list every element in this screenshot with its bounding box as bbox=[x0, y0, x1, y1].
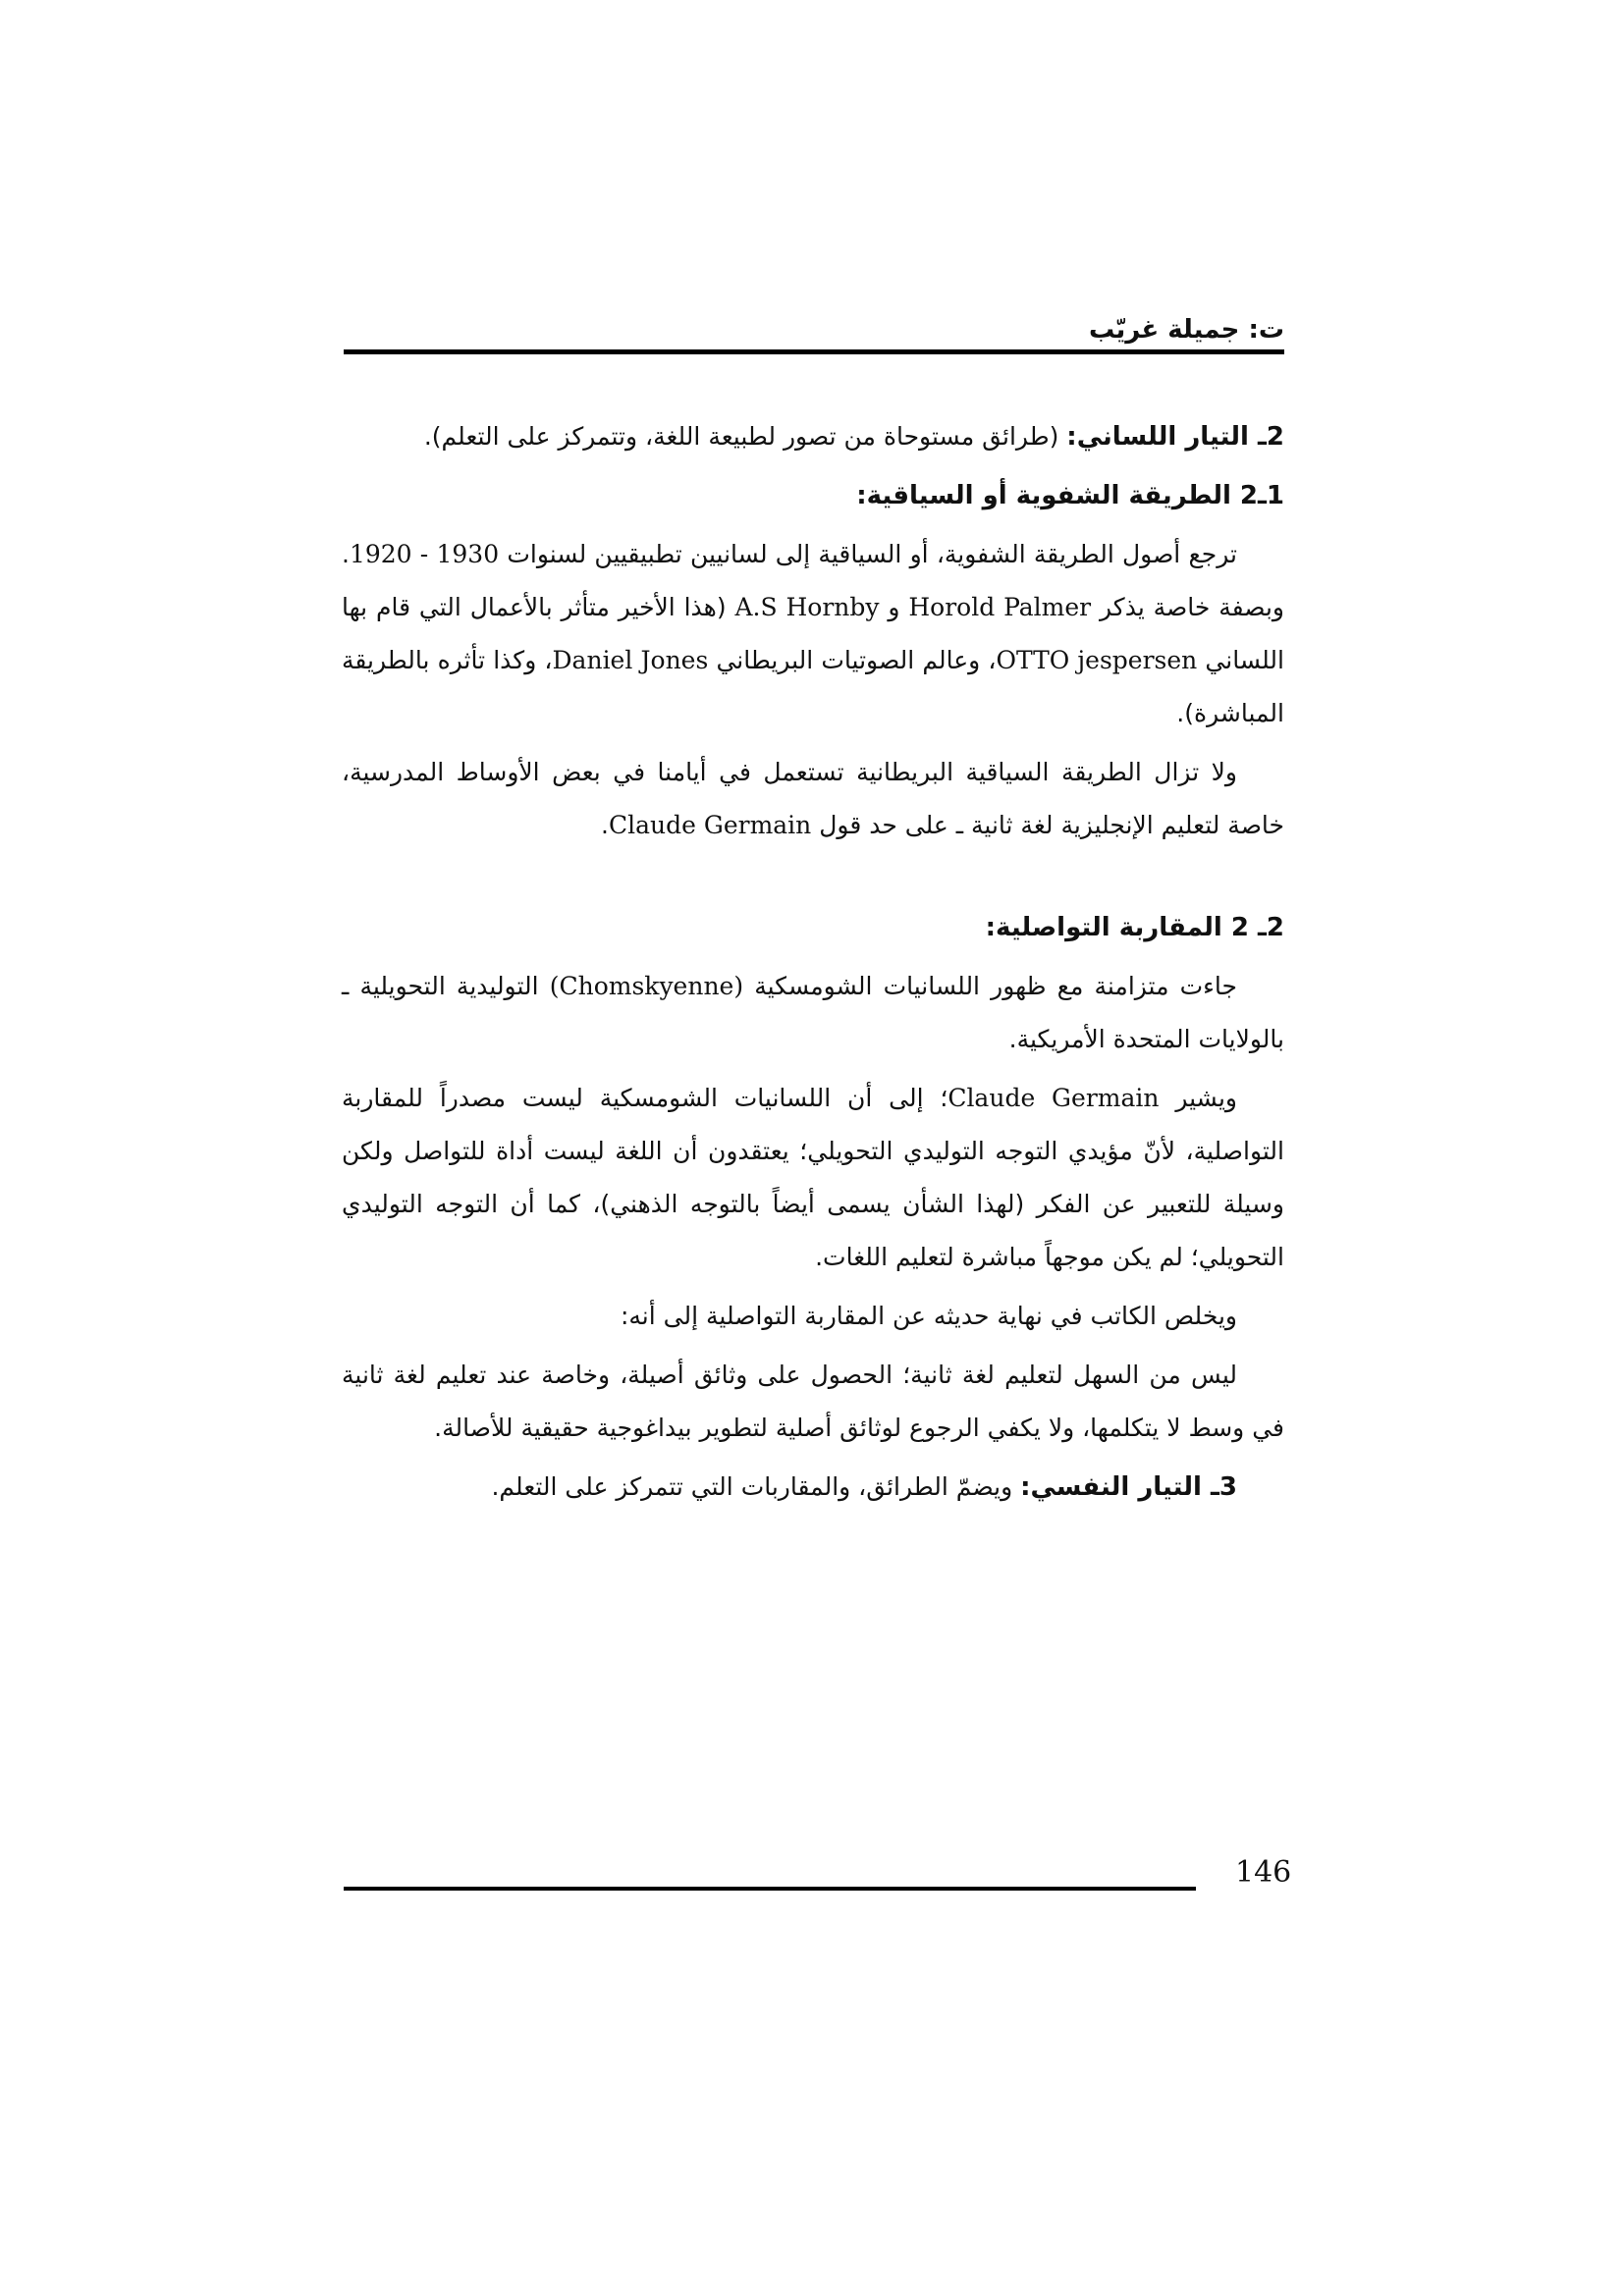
paragraph-germain bbox=[342, 1072, 1284, 1284]
section-3-heading: 3ـ التيار النفسي: bbox=[1020, 1472, 1237, 1502]
paragraph-chomsky-text-2: التوليدية التحويلية ـ بالولايات المتحدة الأمريكية. bbox=[342, 972, 1284, 1053]
running-header: ت: جميلة غريّب bbox=[1088, 315, 1284, 345]
section-2-heading: 2ـ التيار اللساني: bbox=[1066, 422, 1284, 452]
paragraph-origins-text-6: ، وكذا تأثره بالطريقة المباشرة). bbox=[342, 646, 1284, 727]
paragraph-conclusion: ويخلص الكاتب في نهاية حديثه عن المقاربة التواصلية إلى أنه: bbox=[620, 1302, 1237, 1330]
header-rule bbox=[344, 349, 1284, 354]
paragraph-origins-text-4: (هذا الأخير متأثر بالأعمال التي قام بها اللساني bbox=[342, 593, 1284, 674]
paragraph-germain-text-1: ويشير bbox=[1159, 1084, 1237, 1112]
name-jespersen: OTTO jespersen bbox=[996, 646, 1198, 674]
section-2-2-heading: 2ـ 2 المقاربة التواصلية: bbox=[985, 913, 1284, 942]
page-number: 146 bbox=[1235, 1855, 1292, 1890]
paragraph-british-text-2: . bbox=[601, 811, 609, 839]
paragraph-british-text-1: ولا تزال الطريقة السياقية البريطانية تستعمل في أيامنا في بعض الأوساط المدرسية، خاصة لتعليم الإنجليزية لغة ثانية ـ على حد قول bbox=[342, 758, 1284, 839]
term-chomskyenne: (Chomskyenne) bbox=[549, 972, 744, 1000]
paragraph-origins bbox=[342, 528, 1284, 740]
paragraph-british-method bbox=[342, 746, 1284, 852]
paragraph-chomsky bbox=[342, 960, 1284, 1066]
section-2-2-heading-line bbox=[342, 901, 1284, 954]
section-2-paragraph bbox=[342, 410, 1284, 463]
name-palmer: Horold Palmer bbox=[908, 593, 1092, 621]
paragraph-chomsky-text-1: جاءت متزامنة مع ظهور اللسانيات الشومسكية bbox=[743, 972, 1237, 1000]
section-3-text: ويضمّ الطرائق، والمقاربات التي تتمركز على التعلم. bbox=[491, 1472, 1021, 1501]
paragraph-origins-text-2: . وبصفة خاصة يذكر bbox=[342, 540, 1284, 621]
footer-rule bbox=[344, 1887, 1196, 1891]
section-3-paragraph bbox=[342, 1461, 1284, 1514]
section-2-1-heading: 1ـ2 الطريقة الشفوية أو السياقية: bbox=[856, 481, 1284, 510]
name-hornby: A.S Hornby bbox=[734, 593, 880, 621]
paragraph-authentic-docs: ليس من السهل لتعليم لغة ثانية؛ الحصول على وثائق أصيلة، وخاصة عند تعليم لغة ثانية في وسط لا يتكلمها، ولا يكفي الرجوع لوثائق أصلية لتطوير بيداغوجية حقيقية للأصالة. bbox=[342, 1361, 1284, 1442]
name-germain-2: Claude Germain bbox=[947, 1084, 1160, 1112]
section-2-text: (طرائق مستوحاة من تصور لطبيعة اللغة، وتتمركز على التعلم). bbox=[423, 422, 1067, 451]
name-germain: Claude Germain bbox=[608, 811, 812, 839]
paragraph-origins-text-3: و bbox=[879, 593, 909, 621]
paragraph-origins-text-5: ، وعالم الصوتيات البريطاني bbox=[708, 646, 997, 674]
name-jones: Daniel Jones bbox=[552, 646, 709, 674]
paragraph-origins-text-1: ترجع أصول الطريقة الشفوية، أو السياقية إلى لسانيين تطبيقيين لسنوات bbox=[499, 540, 1237, 568]
paragraph-germain-text-2: ؛ إلى أن اللسانيات الشومسكية ليست مصدراً للمقاربة التواصلية، لأنّ مؤيدي التوجه التوليدي التحويلي؛ يعتقدون أن اللغة ليست أداة للتواصل ولكن وسيلة للتعبير عن الفكر (لهذا الشأن يسمى أيضاً بالتوجه الذهني)، كما أن التوجه التوليدي التحويلي؛ لم يكن موجهاً مباشرة لتعليم اللغات. bbox=[342, 1084, 1284, 1271]
section-2-1-heading-line bbox=[342, 469, 1284, 522]
page-body bbox=[342, 410, 1284, 1520]
years-range: 1920 - 1930 bbox=[349, 540, 500, 568]
